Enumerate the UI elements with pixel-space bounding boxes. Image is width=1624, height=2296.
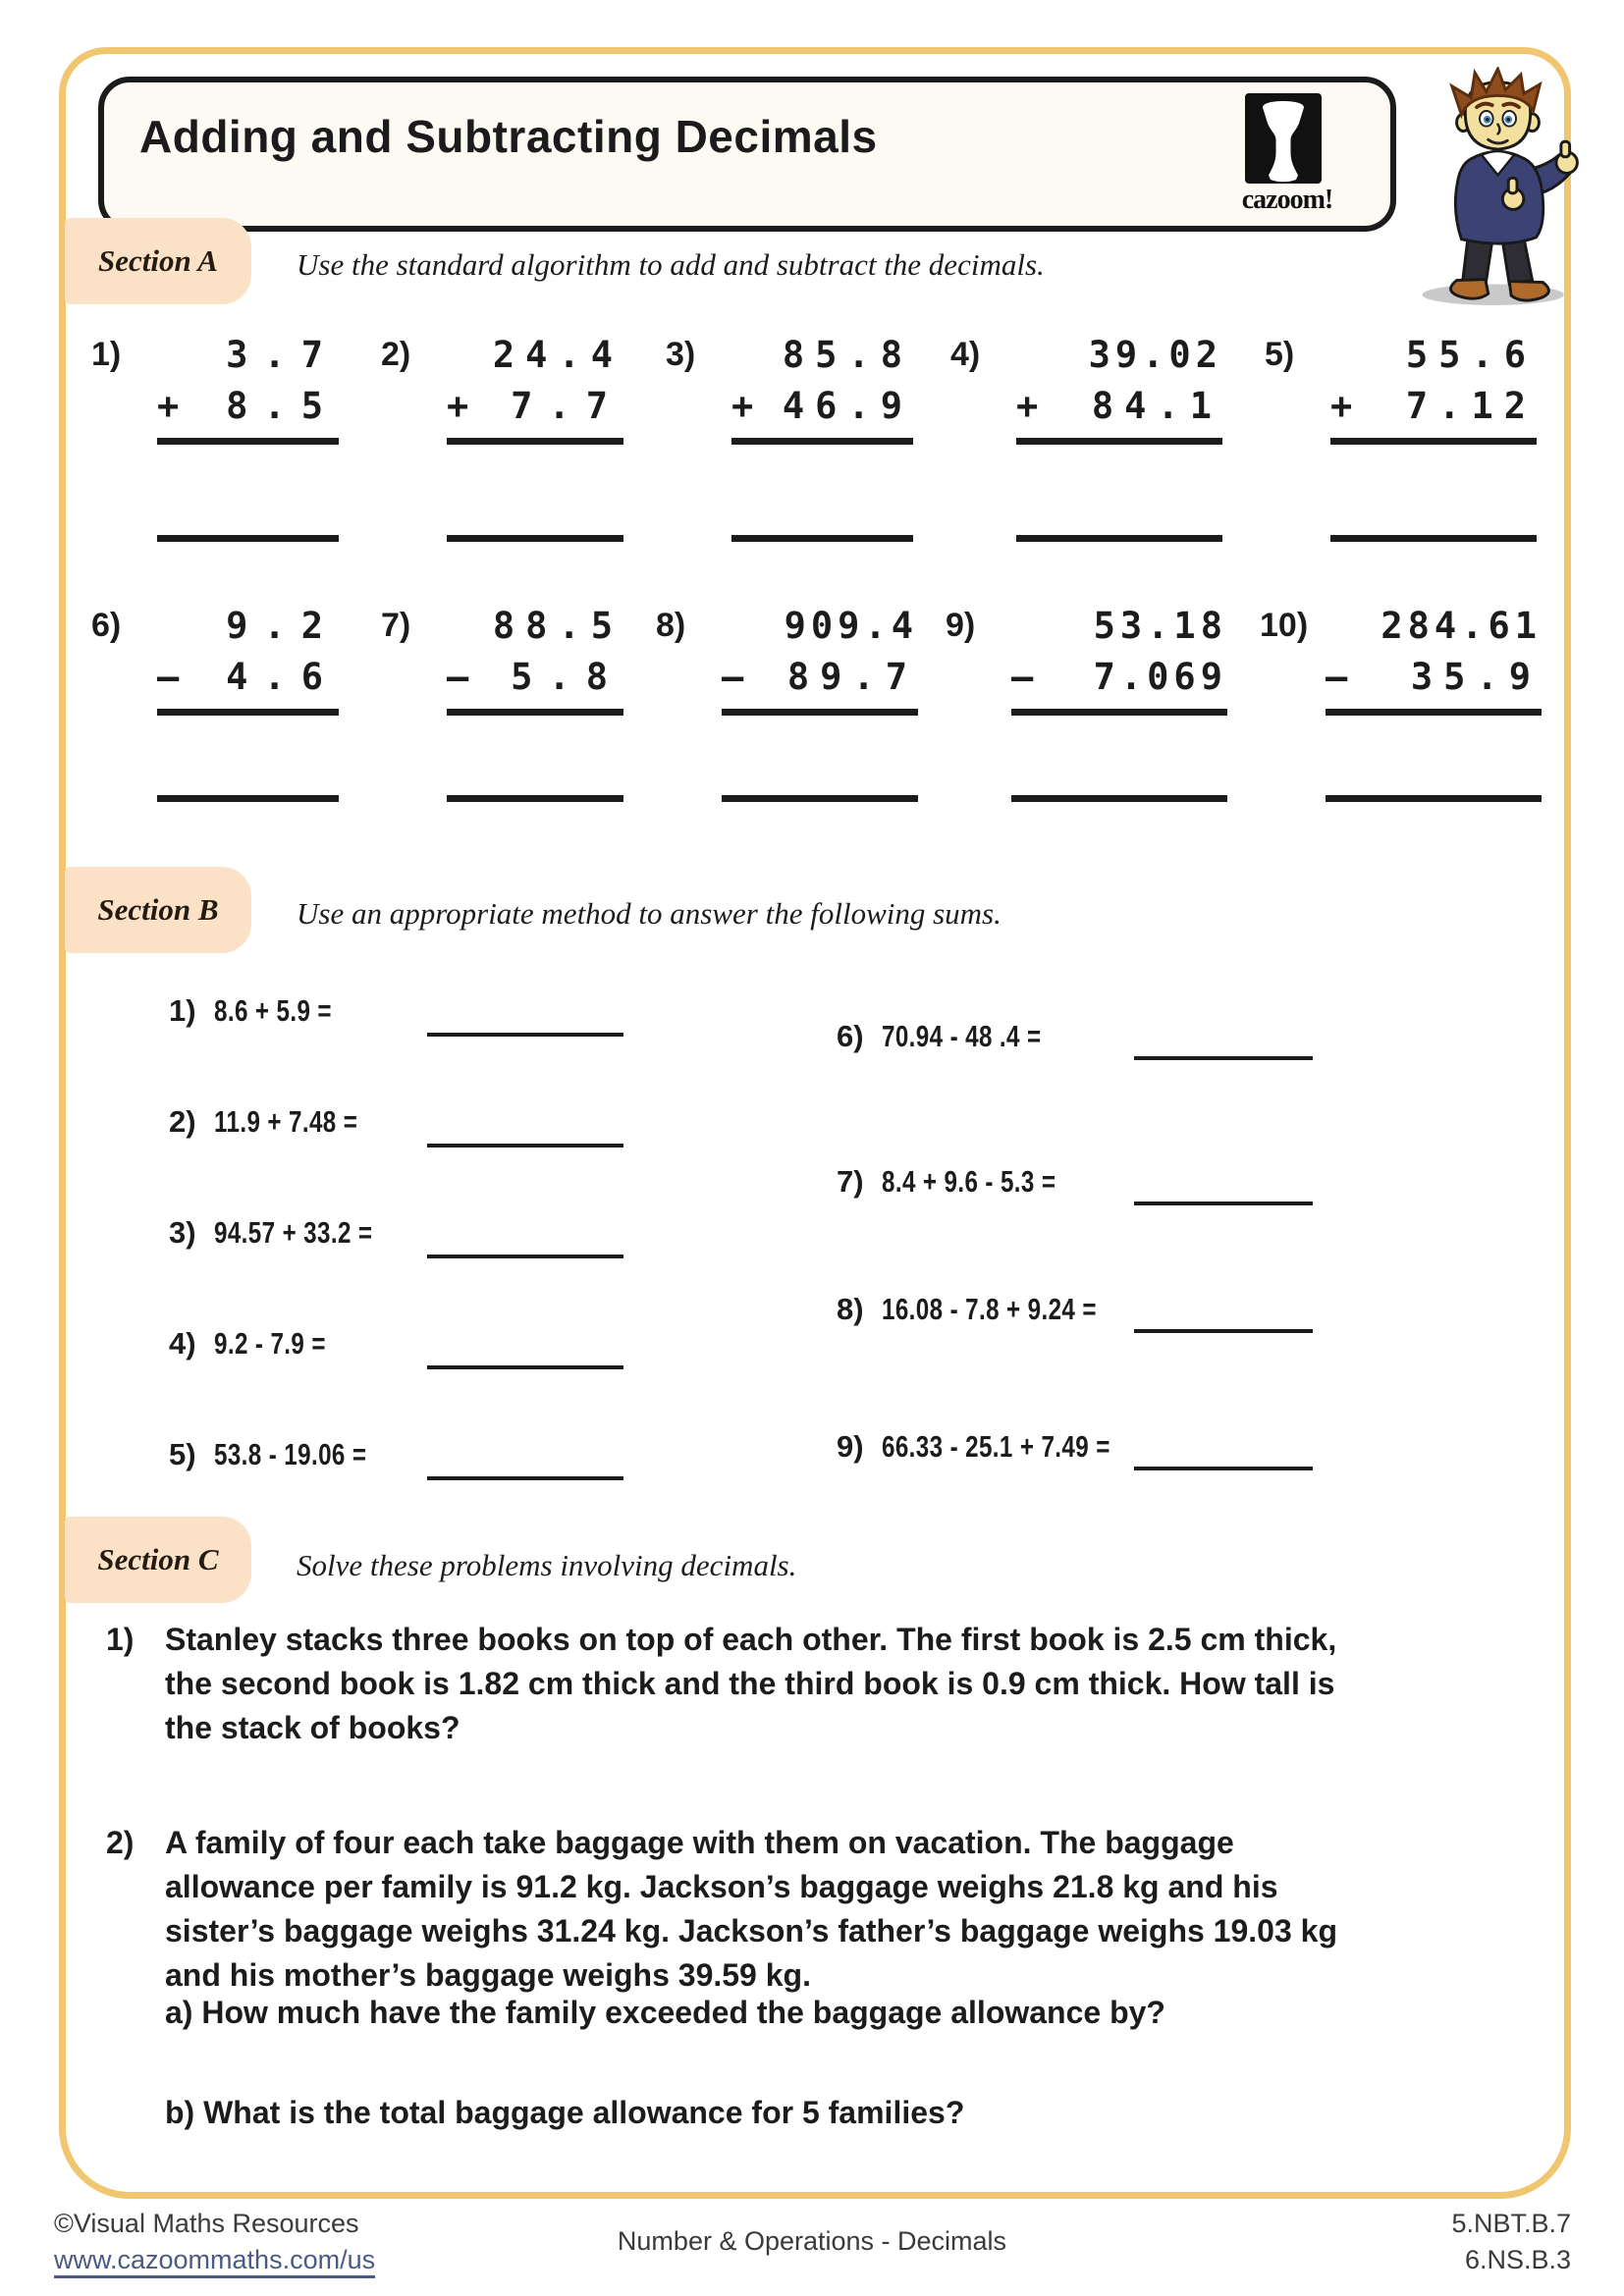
expression: 11.9 + 7.48 = [214, 1104, 358, 1139]
word-problem [106, 1618, 1336, 1750]
cazoommaths-link[interactable]: www.cazoommaths.com/us [54, 2245, 375, 2278]
problem-row [169, 1215, 417, 1251]
problem-number: 2) [169, 1104, 196, 1139]
answer-line [1330, 535, 1537, 542]
section-b-tab: Section B [65, 867, 251, 953]
cazoom-wordmark: cazoom! [1241, 185, 1333, 215]
problem-number: 8) [837, 1292, 864, 1326]
section-c-tab: Section C [65, 1517, 251, 1603]
problem-number: 6) [91, 607, 122, 644]
expression: 66.33 - 25.1 + 7.49 = [882, 1429, 1110, 1464]
standard-code-1: 5.NBT.B.7 [1451, 2209, 1571, 2238]
answer-line [447, 535, 623, 542]
problem-number: 8) [656, 607, 686, 644]
answer-line [427, 1255, 623, 1258]
answer-line [1016, 535, 1222, 542]
expression: 53.8 - 19.06 = [214, 1437, 367, 1471]
expression: 9.2 - 7.9 = [214, 1326, 326, 1361]
problem-number: 2) [381, 336, 411, 373]
problem-number: 1) [106, 1622, 135, 1657]
section-a-tab: Section A [65, 218, 251, 304]
standard-code-2: 6.NS.B.3 [1464, 2245, 1571, 2274]
problem-number: 7) [837, 1164, 864, 1199]
answer-line [1134, 1201, 1313, 1205]
answer-line [427, 1144, 623, 1148]
problem-number: 5) [169, 1437, 196, 1471]
answer-line [427, 1365, 623, 1369]
problem-number: 7) [381, 607, 411, 644]
problem-number: 2) [106, 1825, 135, 1860]
problem-number: 9) [946, 607, 976, 644]
answer-line [731, 535, 913, 542]
answer-line [1326, 795, 1542, 802]
answer-line [427, 1033, 623, 1037]
answer-line [722, 795, 918, 802]
problem-number: 6) [837, 1019, 864, 1053]
mascot-boy-illustration [1402, 67, 1594, 315]
problem-number: 3) [666, 336, 696, 373]
problem-number: 3) [169, 1215, 196, 1250]
column-problem: 5) 55.6 + 7.12 [1265, 330, 1537, 445]
problem-row [169, 1104, 399, 1140]
section-c-instruction: Solve these problems involving decimals. [297, 1548, 797, 1582]
expression: 8.4 + 9.6 - 5.3 = [882, 1164, 1056, 1199]
column-problem: 3) 85.8 + 46.9 [666, 330, 913, 445]
problem-number: 5) [1265, 336, 1295, 373]
answer-line [1134, 1056, 1313, 1060]
answer-line [157, 795, 339, 802]
column-problem: 9) 53.18 – 7.069 [946, 601, 1227, 716]
problem-number: 1) [169, 993, 196, 1028]
problem-number: 4) [950, 336, 981, 373]
column-problem: 1) 3.7 + 8.5 [91, 330, 339, 445]
answer-line [1134, 1467, 1313, 1470]
sub-question-a: a) How much have the family exceeded the baggage allowance by? [165, 1995, 1165, 2030]
word-problem [106, 1821, 1337, 1998]
problem-number: 10) [1260, 607, 1309, 644]
answer-line [1011, 795, 1227, 802]
problem-text: A family of four each take baggage with them on vacation. The baggage allowance per family is 91.2 kg. Jackson’s baggage weighs 21.8 kg and his sister’s baggage weighs 31.24 kg. Jackson’s father’s baggage weighs 19.03 kg and his mother’s baggage weighs 39.59 kg. [165, 1825, 1337, 1993]
problem-text: Stanley stacks three books on top of each other. The first book is 2.5 cm thick, the second book is 1.82 cm thick and the third book is 0.9 cm thick. How tall is the stack of books? [165, 1622, 1337, 1745]
answer-line [1134, 1329, 1313, 1333]
problem-row [837, 1019, 1086, 1054]
problem-row [837, 1164, 1105, 1200]
column-problem: 6) 9.2 – 4.6 [91, 601, 339, 716]
problem-row [169, 1437, 409, 1472]
page-title: Adding and Subtracting Decimals [139, 111, 878, 162]
problem-row [169, 1326, 357, 1362]
problem-row [837, 1429, 1174, 1465]
column-problem: 10) 284.61 – 35.9 [1260, 601, 1542, 716]
footer-topic: Number & Operations - Decimals [617, 2226, 1007, 2256]
problem-row [837, 1292, 1158, 1327]
answer-line [157, 535, 339, 542]
answer-line [447, 795, 623, 802]
section-b-instruction: Use an appropriate method to answer the following sums. [297, 896, 1001, 931]
footer-copyright: ©Visual Maths Resources [54, 2209, 359, 2238]
expression: 8.6 + 5.9 = [214, 993, 332, 1028]
problem-number: 1) [91, 336, 122, 373]
problem-number: 4) [169, 1326, 196, 1361]
answer-line [427, 1476, 623, 1480]
expression: 16.08 - 7.8 + 9.24 = [882, 1292, 1097, 1326]
problem-number: 9) [837, 1429, 864, 1464]
column-problem: 2) 24.4 + 7.7 [381, 330, 623, 445]
column-problem: 7) 88.5 – 5.8 [381, 601, 623, 716]
cazoom-logo-icon [1245, 93, 1322, 188]
column-problem: 4) 39.02 + 84.1 [950, 330, 1222, 445]
problem-row [169, 993, 365, 1029]
section-a-instruction: Use the standard algorithm to add and subtract the decimals. [297, 247, 1045, 282]
column-problem: 8) 909.4 – 89.7 [656, 601, 918, 716]
expression: 94.57 + 33.2 = [214, 1215, 373, 1250]
expression: 70.94 - 48 .4 = [882, 1019, 1042, 1053]
sub-question-b: b) What is the total baggage allowance for 5 families? [165, 2095, 965, 2130]
